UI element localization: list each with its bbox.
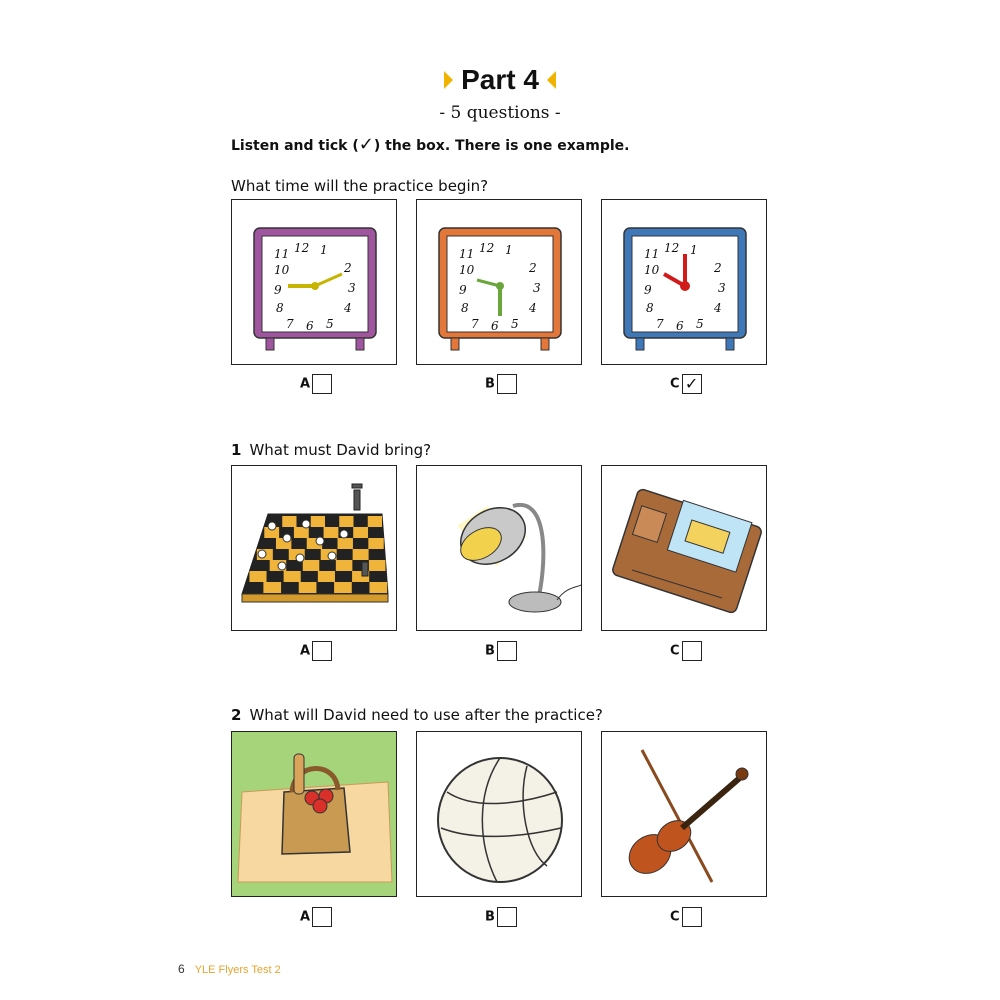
checkbox[interactable]: [312, 641, 332, 661]
chess-square: [303, 560, 320, 571]
question-2: [231, 706, 603, 724]
clock-icon: [232, 200, 397, 365]
option-letter: C: [670, 643, 680, 659]
option-picture-a[interactable]: [231, 199, 397, 365]
chess-square: [368, 538, 383, 549]
violin-icon: [602, 732, 767, 897]
clock-numeral: 3: [348, 281, 356, 295]
chess-square: [282, 516, 296, 527]
question-text: What must David bring?: [249, 441, 432, 459]
checkbox[interactable]: [497, 641, 517, 661]
volleyball-icon: [417, 732, 582, 897]
chess-square: [353, 527, 368, 538]
answer-b[interactable]: [485, 907, 517, 927]
question-count: - 5 questions -: [439, 103, 561, 123]
page-title: [0, 64, 1000, 96]
clock-numeral: 7: [471, 317, 479, 331]
answer-c[interactable]: [670, 374, 702, 394]
answer-a[interactable]: [300, 907, 332, 927]
question-text: What time will the practice begin?: [231, 177, 489, 195]
chess-square: [249, 571, 266, 582]
clock-numeral: 4: [714, 301, 722, 315]
clock-numeral: 8: [276, 301, 284, 315]
clock-numeral: 1: [320, 243, 328, 257]
answer-b[interactable]: [485, 641, 517, 661]
clock-numeral: 6: [306, 319, 314, 333]
instruction-before: Listen and tick (: [231, 138, 359, 154]
chess-square: [334, 582, 352, 593]
option-letter: C: [670, 909, 680, 925]
question-1: [231, 441, 431, 459]
answer-c[interactable]: [670, 907, 702, 927]
answer-a[interactable]: [300, 641, 332, 661]
checkbox[interactable]: [312, 374, 332, 394]
clock-numeral: 9: [274, 283, 282, 297]
checkbox[interactable]: [312, 907, 332, 927]
clock-numeral: 12: [664, 241, 680, 255]
clock-numeral: 6: [676, 319, 684, 333]
clock-numeral: 10: [644, 263, 660, 277]
clock-numeral: 11: [459, 247, 475, 261]
checkbox[interactable]: [497, 907, 517, 927]
chess-square: [299, 582, 317, 593]
clock-numeral: 10: [459, 263, 475, 277]
picnic-basket-icon: [232, 732, 397, 897]
chess-square: [368, 516, 382, 527]
checkbox[interactable]: [682, 641, 702, 661]
clock-numeral: 5: [326, 317, 334, 331]
book-title: YLE Flyers Test 2: [194, 964, 281, 976]
chess-square: [369, 582, 387, 593]
clock-numeral: 1: [690, 243, 698, 257]
option-picture-b[interactable]: [416, 199, 582, 365]
option-letter: C: [670, 376, 680, 392]
arrow-left-icon: [547, 71, 556, 89]
clock-numeral: 7: [656, 317, 664, 331]
answer-a[interactable]: [300, 374, 332, 394]
clock-numeral: 5: [511, 317, 519, 331]
option-letter: A: [300, 643, 311, 659]
clock-numeral: 11: [274, 247, 290, 261]
option-picture-a[interactable]: [231, 465, 397, 631]
checkbox[interactable]: [497, 374, 517, 394]
clock-numeral: 3: [718, 281, 726, 295]
option-letter: A: [300, 376, 311, 392]
option-picture-b[interactable]: [416, 465, 582, 631]
chess-square: [324, 527, 339, 538]
page-footer: [178, 962, 281, 976]
clock-numeral: 8: [646, 301, 654, 315]
clock-numeral: 9: [644, 283, 652, 297]
answer-b[interactable]: [485, 374, 517, 394]
option-letter: B: [485, 643, 495, 659]
question-example: [231, 177, 488, 195]
chess-square: [339, 516, 353, 527]
chess-square: [338, 538, 353, 549]
checkbox-ticked[interactable]: ✓: [682, 374, 702, 394]
clock-numeral: 10: [274, 263, 290, 277]
option-picture-c[interactable]: [601, 731, 767, 897]
clock-numeral: 2: [714, 261, 722, 275]
option-letter: B: [485, 376, 495, 392]
chess-square: [353, 549, 369, 560]
instruction: [231, 134, 629, 155]
clock-numeral: 6: [491, 319, 499, 333]
chess-square: [311, 516, 325, 527]
clock-numeral: 7: [286, 317, 294, 331]
option-picture-c[interactable]: [601, 199, 767, 365]
chess-board-icon: [232, 466, 397, 631]
chess-square: [263, 582, 281, 593]
option-letter: B: [485, 909, 495, 925]
clock-numeral: 12: [294, 241, 310, 255]
clock-icon: [602, 200, 767, 365]
question-number: 2: [231, 706, 242, 724]
question-number: 1: [231, 441, 242, 459]
clock-numeral: 9: [459, 283, 467, 297]
answer-c[interactable]: [670, 641, 702, 661]
clock-numeral: 12: [479, 241, 495, 255]
chess-square: [369, 560, 386, 571]
clock-numeral: 3: [533, 281, 541, 295]
title-text: Part 4: [461, 64, 539, 95]
arrow-right-icon: [444, 71, 453, 89]
chess-square: [294, 527, 309, 538]
option-picture-b[interactable]: [416, 731, 582, 897]
instruction-after: ) the box. There is one example.: [373, 138, 630, 154]
option-letter: A: [300, 909, 311, 925]
clock-numeral: 2: [529, 261, 537, 275]
clock-numeral: 5: [696, 317, 704, 331]
clock-numeral: 1: [505, 243, 513, 257]
question-text: What will David need to use after the practice?: [249, 706, 603, 724]
lamp-icon: [417, 466, 582, 631]
clock-icon: [417, 200, 582, 365]
tick-symbol: ✓: [358, 134, 374, 155]
option-picture-c[interactable]: [601, 465, 767, 631]
clock-numeral: 11: [644, 247, 660, 261]
clock-numeral: 8: [461, 301, 469, 315]
option-picture-a[interactable]: [231, 731, 397, 897]
chess-square: [284, 571, 301, 582]
clock-numeral: 4: [344, 301, 352, 315]
clock-numeral: 4: [529, 301, 537, 315]
chess-square: [336, 560, 353, 571]
school-card-icon: [602, 466, 767, 631]
page-number: 6: [178, 962, 185, 976]
clock-numeral: 2: [344, 261, 352, 275]
chess-square: [318, 571, 335, 582]
checkbox[interactable]: [682, 907, 702, 927]
